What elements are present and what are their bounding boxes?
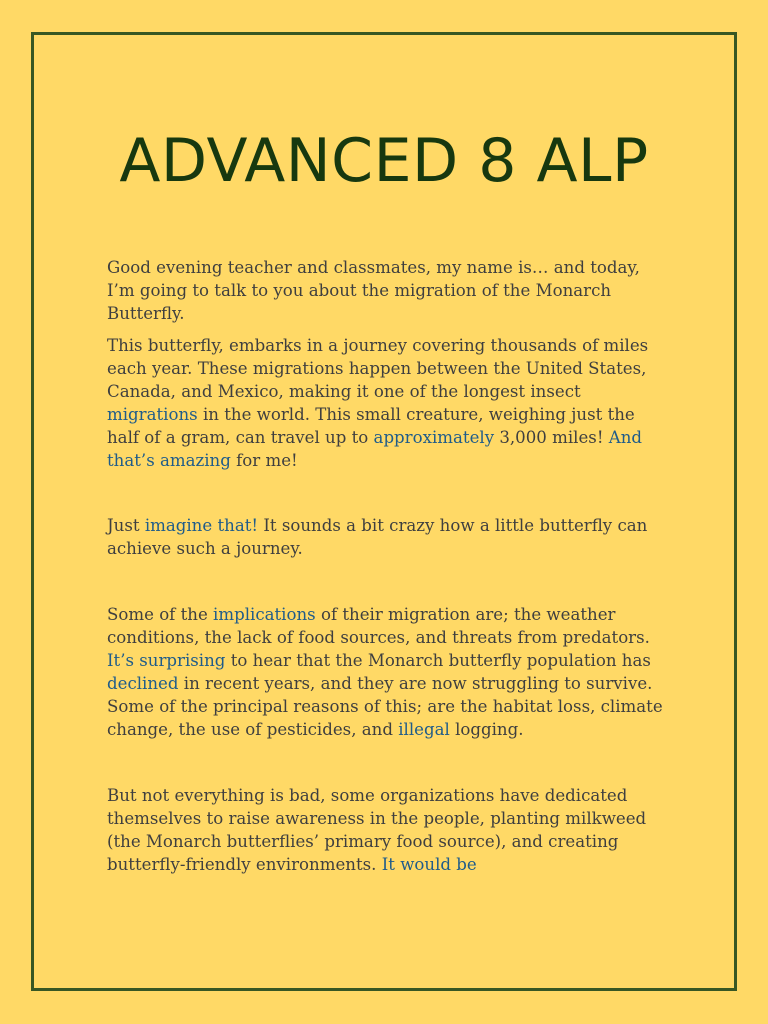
text-run: Just — [107, 516, 145, 535]
text-run: in recent years, and they are now struggling to survive. Some of the principal reasons of this; are the habitat loss, climate change, the use of pesticides, and — [107, 674, 663, 739]
highlighted-phrase: approximately — [373, 428, 495, 447]
text-run: logging. — [449, 720, 524, 739]
page-title: ADVANCED 8 ALP — [119, 126, 649, 196]
text-run: to hear that the Monarch butterfly population has — [225, 651, 651, 670]
text-run: of their migration are; the weather conditions, the lack of food sources, and threats from predators. — [107, 605, 650, 647]
highlighted-phrase: declined — [107, 674, 179, 693]
text-run: in the world. This small creature, weighing just the half of a gram, can travel up to — [107, 405, 635, 447]
speech-body — [107, 256, 667, 876]
highlighted-phrase: And that’s amazing — [107, 428, 643, 470]
paragraph-implications — [107, 603, 667, 741]
text-run: Some of the — [107, 605, 214, 624]
highlighted-phrase: illegal — [398, 720, 450, 739]
text-run: 3,000 miles! — [494, 428, 609, 447]
text-run: Good evening teacher and classmates, my name is… and today, I’m going to talk to you about the migration of the Monarch Butterfly. — [107, 258, 640, 323]
highlighted-phrase: It would be — [381, 855, 477, 874]
highlighted-phrase: migrations — [107, 405, 198, 424]
highlighted-phrase: imagine that! — [144, 516, 259, 535]
highlighted-phrase: implications — [213, 605, 316, 624]
paragraph-imagine — [107, 514, 667, 560]
text-run: But not everything is bad, some organizations have dedicated themselves to raise awareness in the people, planting milkweed (the Monarch butterflies’ primary food source), and creating butterfly-friendly environments. — [107, 786, 647, 874]
text-run: This butterfly, embarks in a journey covering thousands of miles each year. These migrations happen between the United States, Canada, and Mexico, making it one of the longest insect — [107, 336, 649, 401]
paragraph-organizations — [107, 784, 667, 876]
text-run: It sounds a bit crazy how a little butterfly can achieve such a journey. — [107, 516, 648, 558]
paragraph-intro — [107, 256, 667, 325]
paragraph-journey — [107, 334, 667, 472]
text-run: for me! — [230, 451, 298, 470]
highlighted-phrase: It’s surprising — [107, 651, 226, 670]
